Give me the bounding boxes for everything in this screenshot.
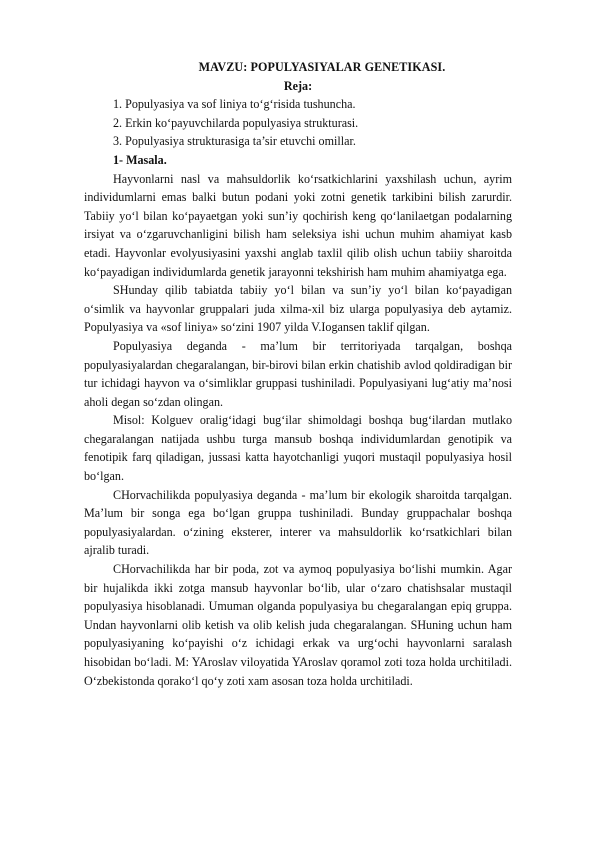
plan-item: 1. Populyasiya va sof liniya to‘g‘risida tushuncha. — [113, 97, 356, 112]
plan-list — [84, 95, 512, 151]
plan-item: 2. Erkin ko‘payuvchilarda populyasiya strukturasi. — [113, 115, 359, 130]
plan-item: 3. Populyasiya strukturasiga ta’sir etuvchi omillar. — [113, 134, 356, 149]
paragraph: CHorvachilikda populyasiya deganda - ma’lum bir ekologik sharoitda tarqalgan. Ma’lum bir songa ega bo‘lgan gruppa tushiniladi. Bunday gruppachalar boshqa populyasiyalardan. o‘zining eksterer, interer va mahsuldorlik ko‘rsatkichlari bilan ajralib turadi. — [84, 487, 512, 558]
paragraph: Hayvonlarni nasl va mahsuldorlik ko‘rsatkichlarini yaxshilash uchun, ayrim individumlarni emas balki butun podani yoki zotni genetik tarkibini bilish zarurdir. Tabiiy yo‘l bilan ko‘payaetgan yoki sun’iy qochirish keng qo‘lanilaetgan podalarning irsiyat va o‘zgaruvchanligini bilish ham seleksiya ishi uchun muhim ahamiyat kasb etadi. Hayvonlar evolyusiyasini yaxshi anglab taxlil qilib olish uchun tabiiy sharoitda ko‘payadigan individumlarda genetik jarayonni tekshirish ham muhim ahamiyatga ega. — [84, 171, 512, 279]
document-page — [84, 58, 512, 690]
paragraph: CHorvachilikda har bir poda, zot va aymoq populyasiya bo‘lishi mumkin. Agar bir hujalikda ikki zotga mansub hayvonlar bo‘lib, ular o‘zaro chatishsalar mustaqil populyasiya hisoblanadi. Umuman olganda populyasiya bu chegaralangan epiq gruppa. Undan hayvonlarni olib ketish va olib kelish juda chegaralangan. SHuning uchun ham populyasiyaning ko‘payishi o‘z ichidagi erkak va urg‘ochi hayvonlarni saralash hisobidan bo‘ladi. M: YAroslav viloyatida YAroslav qoramol zoti toza holda urchitiladi. O‘zbekistonda qorako‘l qo‘y zoti xam asosan toza holda urchitiladi. — [84, 562, 512, 688]
paragraph: Misol: Kolguev oralig‘idagi bug‘ilar shimoldagi boshqa bug‘ilardan mutlako chegaralangan natijada ushbu turga mansub boshqa individumlardan genotipik va fenotipik farq qiladigan, jussasi katta hayotchanligi yuqori mustaqil populyasiya hosil bo‘lgan. — [84, 413, 512, 484]
paragraph: Populyasiya deganda - ma’lum bir territoriyada tarqalgan, boshqa populyasiyalardan chegaralangan, bir-birovi bilan erkin chatishib avlod qoldiradigan bir tur ichidagi hayvon va o‘simliklar gruppasi tushiniladi. Populyasiyani lug‘atiy ma’nosi aholi degan so‘zdan olingan. — [84, 338, 512, 409]
paragraph: SHunday qilib tabiatda tabiiy yo‘l bilan va sun’iy yo‘l bilan ko‘payadigan o‘simlik va hayvonlar gruppalari juda xilma-xil biz ularga populyasiya deb aytamiz. Populyasiya va «sof liniya» so‘zini 1907 yilda V.Iogansen taklif qilgan. — [84, 283, 512, 335]
document-title: MAVZU: POPULYASIYALAR GENETIKASI. — [198, 60, 446, 74]
body-text — [84, 170, 512, 691]
section-heading: 1- Masala. — [113, 152, 167, 167]
plan-label: Reja: — [283, 78, 313, 93]
